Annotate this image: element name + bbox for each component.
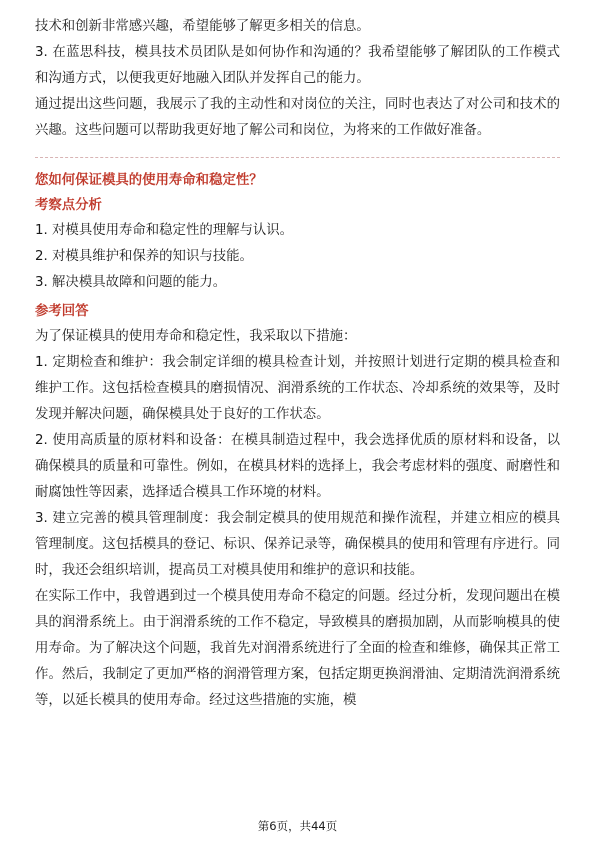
answer-paragraph-4: 3. 建立完善的模具管理制度：我会制定模具的使用规范和操作流程，并建立相应的模具管理制度。这包括模具的登记、标识、保养记录等，确保模具的使用和管理有序进行。同时，我还会组织培训，提高员工对模具使用和维护的意识和技能。 <box>35 511 560 578</box>
analysis-item-2: 2. 对模具维护和保养的知识与技能。 <box>35 249 253 264</box>
page-footer: 第6页，共44页 <box>257 819 338 833</box>
page-content <box>35 14 560 714</box>
question-title: 您如何保证模具的使用寿命和稳定性？ <box>35 173 263 188</box>
continued-paragraph-1: 技术和创新非常感兴趣，希望能够了解更多相关的信息。 <box>35 19 370 34</box>
answer-paragraph-2: 1. 定期检查和维护：我会制定详细的模具检查计划，并按照计划进行定期的模具检查和维护工作。这包括检查模具的磨损情况、润滑系统的工作状态、冷却系统的效果等，及时发现并解决问题，确保模具处于良好的工作状态。 <box>35 355 560 422</box>
answer-paragraph-3: 2. 使用高质量的原材料和设备：在模具制造过程中，我会选择优质的原材料和设备，以确保模具的质量和可靠性。例如，在模具材料的选择上，我会考虑材料的强度、耐磨性和耐腐蚀性等因素，选择适合模具工作环境的材料。 <box>35 433 560 500</box>
answer-paragraph-5: 在实际工作中，我曾遇到过一个模具使用寿命不稳定的问题。经过分析，发现问题出在模具的润滑系统上。由于润滑系统的工作不稳定，导致模具的磨损加剧，从而影响模具的使用寿命。为了解决这个问题，我首先对润滑系统进行了全面的检查和维修，确保其正常工作。然后，我制定了更加严格的润滑管理方案，包括定期更换润滑油、定期清洗润滑系统等，以延长模具的使用寿命。经过这些措施的实施，模 <box>35 589 560 708</box>
answer-paragraph-1: 为了保证模具的使用寿命和稳定性，我采取以下措施： <box>35 329 357 344</box>
analysis-item-3: 3. 解决模具故障和问题的能力。 <box>35 275 227 290</box>
continued-paragraph-2: 3. 在蓝思科技，模具技术员团队是如何协作和沟通的？我希望能够了解团队的工作模式和沟通方式，以便我更好地融入团队并发挥自己的能力。 <box>35 45 560 86</box>
analysis-label: 考察点分析 <box>35 198 102 213</box>
section-divider <box>35 157 560 158</box>
answer-label: 参考回答 <box>35 304 89 319</box>
analysis-item-1: 1. 对模具使用寿命和稳定性的理解与认识。 <box>35 223 294 238</box>
continued-paragraph-3: 通过提出这些问题，我展示了我的主动性和对岗位的关注，同时也表达了对公司和技术的兴趣。这些问题可以帮助我更好地了解公司和岗位，为将来的工作做好准备。 <box>35 97 560 138</box>
